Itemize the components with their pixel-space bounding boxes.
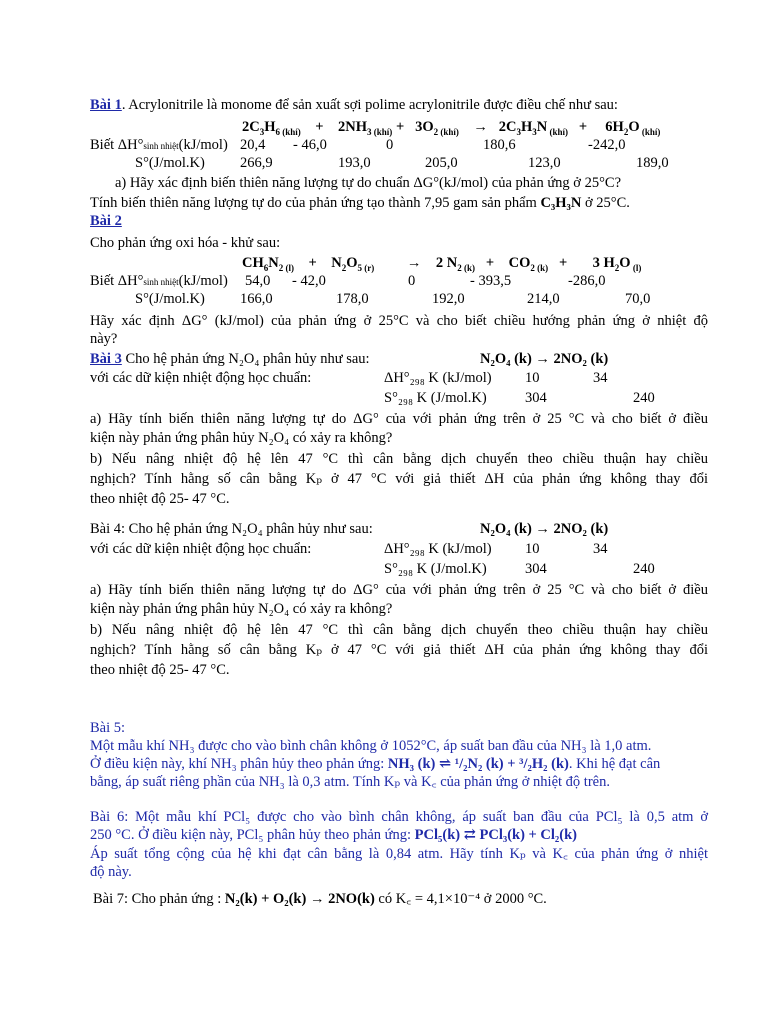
bai4-s-label: S°₂₉₈ K (J/mol.K) [384, 561, 487, 577]
bai1-heading: Bài 1 [90, 97, 122, 113]
bai4-s-value: 304 [525, 561, 547, 577]
bai1-dh-label: Biết ΔH°sinh nhiệt(kJ/mol) [90, 137, 228, 153]
bai4-dh-value: 10 [525, 541, 540, 557]
bai4-part-a-line1: a) Hãy tính biến thiên năng lượng tự do ΔG° của với phản ứng trên ở 25 °C và cho biết ở điều [90, 582, 708, 598]
bai1-dh-value: 0 [386, 137, 394, 153]
bai6-line2: 250 °C. Ở điều kiện này, PCl₅ phân hủy theo phản ứng: PCl₅(k) ⇄ PCl₃(k) + Cl₂(k) [90, 827, 578, 843]
bai3-part-a-line1: a) Hãy tính biến thiên năng lượng tự do ΔG° của với phản ứng trên ở 25 °C và cho biết ở điều [90, 411, 708, 427]
bai5-line3: bằng, áp suất riêng phần của NH₃ là 0,3 atm. Tính Kₚ và K꜀ của phản ứng ở nhiệt độ trên. [90, 774, 610, 790]
bai3-conditions: với các dữ kiện nhiệt động học chuẩn: [90, 370, 312, 386]
bai7-line1: Bài 7: Cho phản ứng : N₂(k) + O₂(k) → 2NO(k) có K꜀ = 4,1×10⁻⁴ ở 2000 °C. [93, 891, 547, 907]
bai1-dh-value: -242,0 [588, 137, 626, 153]
bai1-s-value: 123,0 [528, 155, 561, 171]
bai6-line1: Bài 6: Một mẫu khí PCl₅ được cho vào bình chân không, áp suất ban đầu của PCl₅ là 0,5 atm ở [90, 809, 708, 825]
bai4-part-b-line1: b) Nếu nâng nhiệt độ hệ lên 47 °C thì cân bằng dịch chuyển theo chiều thuận hay chiều [90, 622, 708, 638]
bai2-equation: $CH_6N_{2 (l)}$ + $N_2O_{5 (r)}$ → 2 $N_{2 (k)}$ + $CO_{2 (k)}$ + 3 $H_2O$ $_{(l)}$ [242, 255, 642, 273]
bai3-intro: Cho hệ phản ứng N₂O₄ phân hủy như sau: [121, 351, 370, 367]
bai1-s-value: 266,9 [240, 155, 273, 171]
bai1-s-value: 189,0 [636, 155, 669, 171]
bai3-part-a-line2: kiện này phản ứng phân hủy N₂O₄ có xảy ra không? [90, 430, 393, 446]
bai1-s-label: S°(J/mol.K) [135, 155, 205, 171]
bai1-dh-value: 20,4 [240, 137, 266, 153]
bai2-s-value: 192,0 [432, 291, 465, 307]
bai1-intro: . Acrylonitrile là monome để sản xuất sợi polime acrylonitrile được điều chế như sau: [121, 97, 618, 113]
bai3-s-label: S°₂₉₈ K (J/mol.K) [384, 390, 487, 406]
bai1-dh-value: 180,6 [483, 137, 516, 153]
bai4-heading: Bài 4: Cho hệ phản ứng N₂O₄ phân hủy như sau: [90, 521, 373, 537]
bai4-part-b-line3: theo nhiệt độ 25- 47 °C. [90, 662, 230, 678]
bai6-equation: PCl₅(k) ⇄ PCl₃(k) + Cl₂(k) [414, 827, 578, 843]
bai4-reaction: N₂O₄ (k) → 2NO₂ (k) [480, 521, 609, 537]
bai4-part-a-line2: kiện này phản ứng phân hủy N₂O₄ có xảy ra không? [90, 601, 393, 617]
bai3-dh-value: 10 [525, 370, 540, 386]
bai7-equation: N₂(k) + O₂(k) → 2NO(k) [224, 891, 375, 907]
bai3-part-b-line2: nghịch? Tính hằng số cân bằng Kₚ ở 47 °C với giả thiết ΔH của phản ứng không thay đổi [90, 471, 708, 487]
bai3-dh-value: 34 [593, 370, 608, 386]
bai1-question-b: Tính biến thiên năng lượng tự do của phản ứng tạo thành 7,95 gam sản phẩm C₃H₃N ở 25°C. [90, 195, 630, 211]
bai2-question-line1: Hãy xác định ΔG° (kJ/mol) của phản ứng ở 25°C và cho biết chiều hướng phản ứng ở nhiệt độ [90, 313, 708, 329]
bai2-s-value: 214,0 [527, 291, 560, 307]
bai2-s-value: 70,0 [625, 291, 651, 307]
bai3-s-value: 240 [633, 390, 655, 406]
bai5-equation: NH₃ (k) ⇌ ¹/₂N₂ (k) + ³/₂H₂ (k) [387, 756, 569, 772]
bai6-line3: Áp suất tổng cộng của hệ khi đạt cân bằng là 0,84 atm. Hãy tính Kₚ và K꜀ của phản ứng ở nhiệt [90, 846, 708, 862]
bai5-line2: Ở điều kiện này, khí NH₃ phân hủy theo phản ứng: NH₃ (k) ⇌ ¹/₂N₂ (k) + ³/₂H₂ (k). Khi hệ đạt cân [90, 756, 661, 772]
bai3-s-value: 304 [525, 390, 547, 406]
bai4-dh-label: ΔH°₂₉₈ K (kJ/mol) [384, 541, 492, 557]
bai1-equation: $2C_3H_{6 (khí)}$ + $2NH_{3 (khí)} + 3O_{2 (khí)}$ → $2C_3H_3N$ $_{(khí)}$ + $6H_2O$ $_{(khí)}$ [242, 119, 661, 137]
bai5-heading: Bài 5: [90, 720, 126, 736]
bai1-s-value: 205,0 [425, 155, 458, 171]
bai2-dh-value: -286,0 [568, 273, 606, 289]
bai4-s-value: 240 [633, 561, 655, 577]
bai2-heading: Bài 2 [90, 213, 122, 229]
bai3-part-b-line1: b) Nếu nâng nhiệt độ hệ lên 47 °C thì cân bằng dịch chuyển theo chiều thuận hay chiều [90, 451, 708, 467]
bai1-question-a: a) Hãy xác định biến thiên năng lượng tự do chuẩn ΔG°(kJ/mol) của phản ứng ở 25°C? [115, 175, 621, 191]
bai3-dh-label: ΔH°₂₉₈ K (kJ/mol) [384, 370, 492, 386]
bai4-part-b-line2: nghịch? Tính hằng số cân bằng Kₚ ở 47 °C với giả thiết ΔH của phản ứng không thay đổi [90, 642, 708, 658]
bai2-intro: Cho phản ứng oxi hóa - khử sau: [90, 235, 281, 251]
bai3-intro-line [90, 350, 370, 368]
bai1-intro-line [90, 96, 618, 114]
bai2-dh-value: - 42,0 [292, 273, 326, 289]
bai2-dh-value: 0 [408, 273, 416, 289]
bai2-question-line2: này? [90, 331, 118, 347]
bai2-s-value: 178,0 [336, 291, 369, 307]
bai2-dh-label: Biết ΔH°sinh nhiệt(kJ/mol) [90, 273, 228, 289]
bai6-line4: độ này. [90, 864, 132, 880]
bai2-dh-value: 54,0 [245, 273, 271, 289]
bai5-line1: Một mẫu khí NH₃ được cho vào bình chân không ở 1052°C, áp suất ban đầu của NH₃ là 1,0 atm. [90, 738, 652, 754]
bai4-conditions: với các dữ kiện nhiệt động học chuẩn: [90, 541, 312, 557]
bai4-dh-value: 34 [593, 541, 608, 557]
bai2-dh-value: - 393,5 [470, 273, 512, 289]
bai3-heading: Bài 3 [90, 351, 122, 367]
bai1-dh-value: - 46,0 [293, 137, 327, 153]
bai3-part-b-line3: theo nhiệt độ 25- 47 °C. [90, 491, 230, 507]
bai3-reaction: N₂O₄ (k) → 2NO₂ (k) [480, 351, 609, 367]
bai1-s-value: 193,0 [338, 155, 371, 171]
bai2-s-label: S°(J/mol.K) [135, 291, 205, 307]
bai2-s-value: 166,0 [240, 291, 273, 307]
